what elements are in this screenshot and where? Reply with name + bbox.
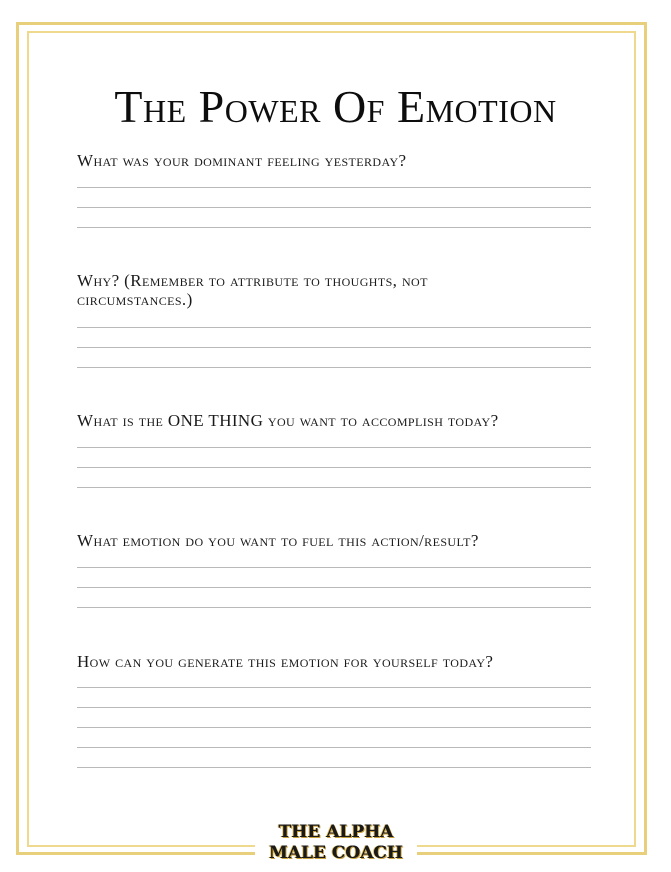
answer-line[interactable]: [77, 707, 591, 708]
answer-line[interactable]: [77, 327, 591, 328]
answer-line[interactable]: [77, 767, 591, 768]
answer-line[interactable]: [77, 447, 591, 448]
answer-line[interactable]: [77, 727, 591, 728]
brand-logo: [255, 818, 417, 872]
answer-line[interactable]: [77, 587, 591, 588]
answer-line[interactable]: [77, 487, 591, 488]
question-4: What emotion do you want to fuel this action/result?: [77, 531, 479, 550]
answer-line[interactable]: [77, 687, 591, 688]
answer-line[interactable]: [77, 467, 591, 468]
question-5: How can you generate this emotion for yourself today?: [77, 652, 494, 671]
logo-text-line1: THE ALPHA: [278, 822, 394, 842]
answer-line[interactable]: [77, 347, 591, 348]
logo-text-line2: MALE COACH: [269, 843, 403, 863]
answer-line[interactable]: [77, 567, 591, 568]
page-title: The Power Of Emotion: [114, 81, 557, 132]
answer-line[interactable]: [77, 207, 591, 208]
answer-line[interactable]: [77, 607, 591, 608]
question-3: What is the ONE THING you want to accomplish today?: [77, 411, 499, 430]
answer-line[interactable]: [77, 367, 591, 368]
answer-line[interactable]: [77, 227, 591, 228]
answer-line[interactable]: [77, 747, 591, 748]
question-1: What was your dominant feeling yesterday?: [77, 151, 407, 170]
answer-line[interactable]: [77, 187, 591, 188]
question-2: Why? (Remember to attribute to thoughts, not circumstances.): [77, 271, 428, 309]
